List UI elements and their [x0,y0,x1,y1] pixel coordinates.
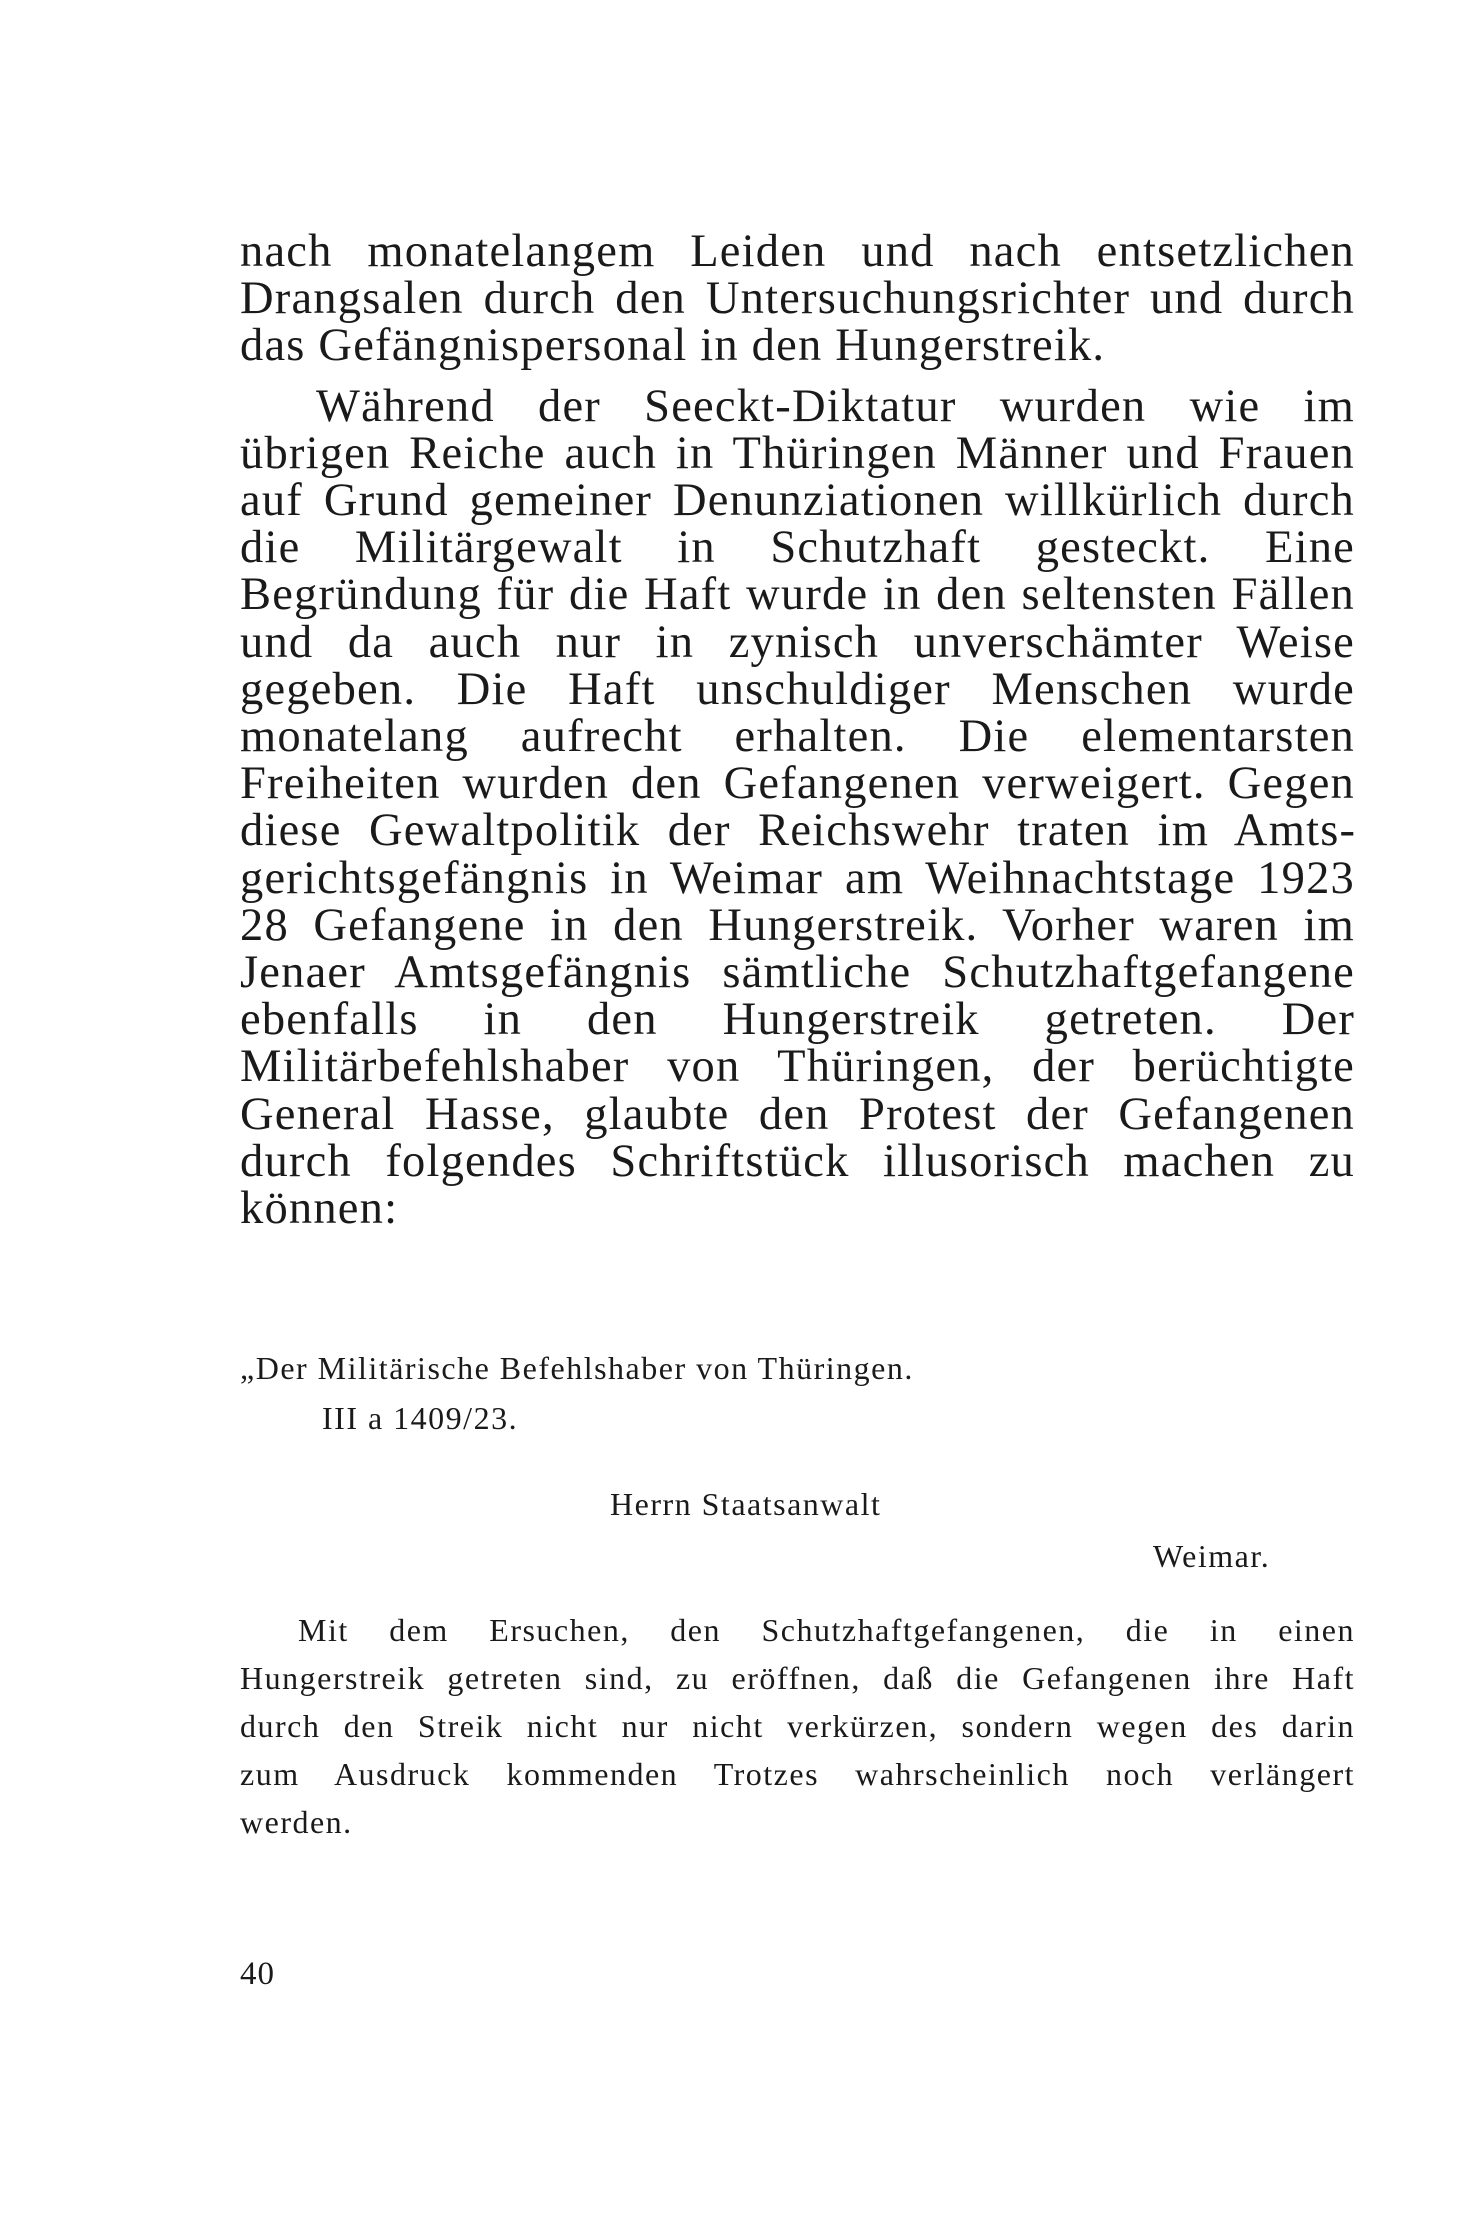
letter-place: Weimar. [1153,1538,1271,1575]
quoted-letter [240,1344,1355,1846]
paragraph-continuation: nach monatelangem Leiden und nach entsetzlichen Drangsalen durch den Untersuchungsrichter und durch das Gefängnispersonal in den Hungerstreik. [240,226,1355,372]
letter-addressee: Herrn Staatsanwalt [610,1486,882,1523]
main-text [240,226,1355,1235]
letter-body: Mit dem Ersuchen, den Schutzhaftgefangenen, die in einen Hungerstreik getreten sind, zu eröffnen, daß die Gefangenen ihre Haft durch den Streik nicht nur nicht verkürzen, sondern wegen des darin zum Ausdruck kommenden Trotzes wahrscheinlich noch verlängert werden. [240,1612,1355,1841]
paragraph-seeckt-dictatorship: Während der Seeckt-Diktatur wurden wie im übrigen Reiche auch in Thüringen Männer und Frauen auf Grund gemeiner Denunziationen willkürlich durch die Militärgewalt in Schutzhaft gesteckt. Eine Begründung für die Haft wurde in den seltensten Fällen und da auch nur in zynisch unverschämter Weise gegeben. Die Haft unschuldiger Menschen wurde monatelang aufrecht erhalten. Die elementarsten Freiheiten wurden den Gefangenen verweigert. Gegen diese Gewaltpolitik der Reichswehr traten im Amtsgerichtsgefängnis in Weimar am Weihnachtstage 1923 28 Gefangene in den Hungerstreik. Vorher waren im Jenaer Amtsgefängnis sämtliche Schutzhaftgefangene ebenfalls in den Hungerstreik getreten. Der Militärbefehlshaber von Thüringen, der berüchtigte General Hasse, glaubte den Protest der Gefangenen durch folgendes Schriftstück illusorisch machen zu können: [240,380,1355,1235]
letter-header: „Der Militärische Befehlshaber von Thüringen. [240,1350,914,1387]
page-content [240,228,1355,1846]
page-number: 40 [240,1956,275,1992]
letter-reference: III a 1409/23. [322,1400,519,1437]
